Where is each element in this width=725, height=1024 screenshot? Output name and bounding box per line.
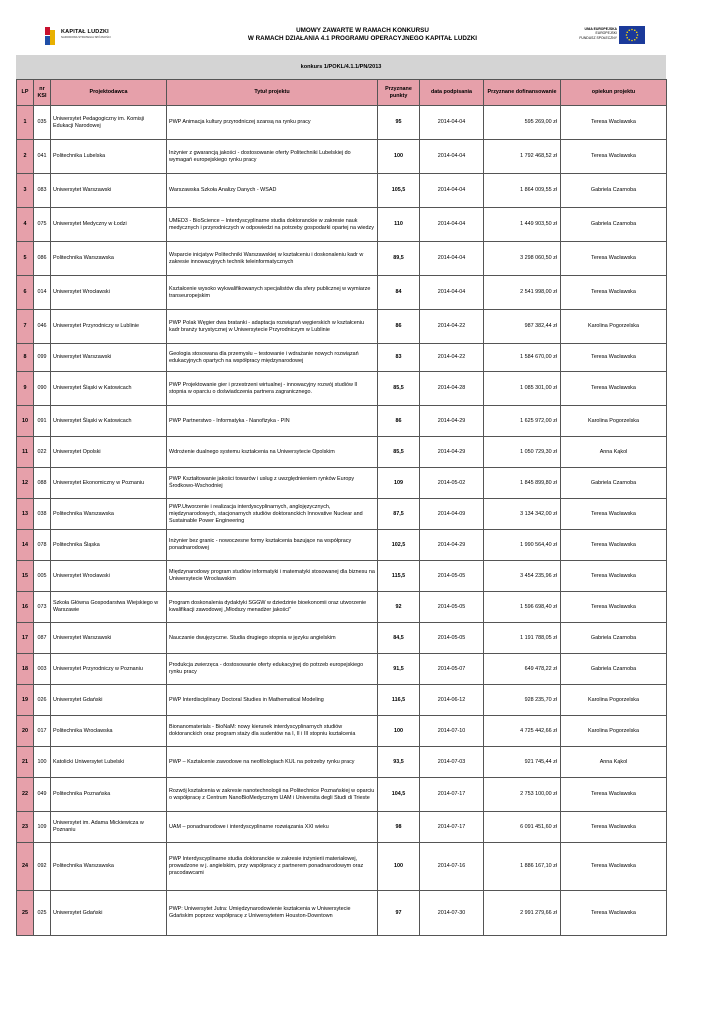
cell-tytul: Kształcenie wysoko wykwalifikowanych specjalistów dla sfery publicznej w wymiarze transeuropejskim (167, 276, 378, 310)
cell-tytul: PWP – Kształcenie zawodowe na neofilologiach KUL na potrzeby rynku pracy (167, 747, 378, 778)
page-title (150, 27, 575, 43)
cell-opiekun: Gabriela Czarnoba (561, 174, 667, 208)
col-header-tytul: Tytuł projektu (167, 80, 378, 106)
cell-kwota: 3 454 235,96 zł (484, 561, 561, 592)
cell-ksi: 049 (34, 778, 51, 812)
cell-lp: 23 (17, 812, 34, 843)
col-header-punkty: Przyznane punkty (378, 80, 420, 106)
cell-kwota: 1 584 670,00 zł (484, 344, 561, 372)
cell-ksi: 014 (34, 276, 51, 310)
cell-data: 2014-04-28 (420, 372, 484, 406)
cell-projektodawca: Uniwersytet Śląski w Katowicach (51, 406, 167, 437)
cell-kwota: 987 382,44 zł (484, 310, 561, 344)
cell-ksi: 035 (34, 106, 51, 140)
cell-punkty: 100 (378, 140, 420, 174)
cell-lp: 17 (17, 623, 34, 654)
cell-opiekun: Teresa Wacławska (561, 140, 667, 174)
cell-ksi: 078 (34, 530, 51, 561)
cell-projektodawca: Katolicki Uniwersytet Lubelski (51, 747, 167, 778)
cell-ksi: 091 (34, 406, 51, 437)
cell-data: 2014-07-03 (420, 747, 484, 778)
cell-ksi: 099 (34, 344, 51, 372)
cell-kwota: 1 449 903,50 zł (484, 208, 561, 242)
cell-punkty: 89,5 (378, 242, 420, 276)
cell-opiekun: Teresa Wacławska (561, 843, 667, 891)
cell-lp: 3 (17, 174, 34, 208)
cell-projektodawca: Uniwersytet Warszawski (51, 344, 167, 372)
cell-ksi: 005 (34, 561, 51, 592)
cell-lp: 11 (17, 437, 34, 468)
cell-data: 2014-04-29 (420, 406, 484, 437)
cell-opiekun: Teresa Wacławska (561, 812, 667, 843)
cell-data: 2014-04-04 (420, 208, 484, 242)
cell-punkty: 116,5 (378, 685, 420, 716)
cell-punkty: 100 (378, 716, 420, 747)
cell-ksi: 100 (34, 747, 51, 778)
cell-kwota: 4 725 442,66 zł (484, 716, 561, 747)
cell-lp: 13 (17, 499, 34, 530)
cell-kwota: 649 478,22 zł (484, 654, 561, 685)
cell-lp: 12 (17, 468, 34, 499)
cell-ksi: 083 (34, 174, 51, 208)
cell-data: 2014-04-22 (420, 344, 484, 372)
cell-kwota: 1 845 899,80 zł (484, 468, 561, 499)
cell-tytul: Międzynarodowy program studiów informatyki i matematyki stosowanej dla biznesu na Uniwersytecie Wrocławskim (167, 561, 378, 592)
cell-tytul: Warszawska Szkoła Analizy Danych - WSAD (167, 174, 378, 208)
cell-punkty: 104,5 (378, 778, 420, 812)
cell-tytul: PWP: Uniwersytet Jutra: Umiędzynarodowienie kształcenia w Uniwersytecie Gdańskim poprzez współpracę z Uniwersytetem Houston-Downtown (167, 891, 378, 936)
cell-projektodawca: Uniwersytet Przyrodniczy w Poznaniu (51, 654, 167, 685)
cell-opiekun: Karolina Pogorzelska (561, 310, 667, 344)
cell-lp: 6 (17, 276, 34, 310)
cell-punkty: 91,5 (378, 654, 420, 685)
cell-opiekun: Anna Kąkol (561, 747, 667, 778)
cell-kwota: 2 541 998,00 zł (484, 276, 561, 310)
table-row (17, 499, 667, 530)
cell-punkty: 83 (378, 344, 420, 372)
cell-projektodawca: Uniwersytet im. Adama Mickiewicza w Poznaniu (51, 812, 167, 843)
cell-kwota: 2 753 100,00 zł (484, 778, 561, 812)
cell-tytul: PWP Projektowanie gier i przestrzeni wirtualnej - innowacyjny rozwój studiów II stopnia w oparciu o doświadczenia partnera zagranicznego. (167, 372, 378, 406)
cell-projektodawca: Uniwersytet Wrocławski (51, 276, 167, 310)
cell-kwota: 2 991 279,66 zł (484, 891, 561, 936)
cell-punkty: 86 (378, 310, 420, 344)
cell-projektodawca: Uniwersytet Gdański (51, 891, 167, 936)
cell-kwota: 6 091 451,60 zł (484, 812, 561, 843)
cell-kwota: 1 085 301,00 zł (484, 372, 561, 406)
contracts-table (16, 79, 667, 936)
col-header-data: data podpisania (420, 80, 484, 106)
title-line-1: UMOWY ZAWARTE W RAMACH KONKURSU (296, 27, 429, 34)
cell-ksi: 090 (34, 372, 51, 406)
cell-opiekun: Teresa Wacławska (561, 242, 667, 276)
cell-data: 2014-04-29 (420, 437, 484, 468)
eu-line-2: EUROPEJSKI (595, 31, 617, 36)
cell-punkty: 115,5 (378, 561, 420, 592)
cell-projektodawca: Uniwersytet Warszawski (51, 174, 167, 208)
cell-data: 2014-04-04 (420, 106, 484, 140)
cell-opiekun: Teresa Wacławska (561, 499, 667, 530)
eu-logo (577, 26, 647, 46)
cell-opiekun: Karolina Pogorzelska (561, 406, 667, 437)
cell-ksi: 086 (34, 242, 51, 276)
cell-kwota: 1 990 564,40 zł (484, 530, 561, 561)
table-row (17, 106, 667, 140)
cell-data: 2014-06-12 (420, 685, 484, 716)
cell-lp: 16 (17, 592, 34, 623)
table-row (17, 372, 667, 406)
table-row (17, 174, 667, 208)
cell-data: 2014-04-04 (420, 140, 484, 174)
col-header-kwota: Przyznane dofinansowanie (484, 80, 561, 106)
cell-data: 2014-05-05 (420, 592, 484, 623)
cell-kwota: 928 235,70 zł (484, 685, 561, 716)
col-header-projektodawca: Projektodawca (51, 80, 167, 106)
cell-punkty: 93,5 (378, 747, 420, 778)
cell-data: 2014-04-04 (420, 242, 484, 276)
cell-opiekun: Teresa Wacławska (561, 530, 667, 561)
eu-line-1: UNIA EUROPEJSKA (584, 27, 617, 31)
cell-punkty: 98 (378, 812, 420, 843)
table-row (17, 561, 667, 592)
cell-projektodawca: Uniwersytet Warszawski (51, 623, 167, 654)
cell-kwota: 1 596 698,40 zł (484, 592, 561, 623)
cell-opiekun: Gabriela Czarnoba (561, 468, 667, 499)
cell-ksi: 038 (34, 499, 51, 530)
cell-lp: 5 (17, 242, 34, 276)
cell-lp: 15 (17, 561, 34, 592)
cell-tytul: UAM – ponadnarodowe i interdyscyplinarne rozwiązania XXI wieku (167, 812, 378, 843)
cell-punkty: 100 (378, 843, 420, 891)
col-header-ksi: nr KSI (34, 80, 51, 106)
cell-lp: 18 (17, 654, 34, 685)
cell-ksi: 041 (34, 140, 51, 174)
cell-tytul: UMED3 - BioScience – Interdyscyplinarne studia doktoranckie w zakresie nauk medycznych i przyrodniczych w odpowiedzi na potrzeby gospodarki opartej na wiedzy (167, 208, 378, 242)
eu-line-3: FUNDUSZ SPOŁECZNY (579, 35, 617, 40)
cell-lp: 4 (17, 208, 34, 242)
table-row (17, 530, 667, 561)
cell-tytul: Nauczanie dwujęzyczne. Studia drugiego stopnia w języku angielskim (167, 623, 378, 654)
cell-opiekun: Gabriela Czarnoba (561, 208, 667, 242)
cell-data: 2014-04-04 (420, 174, 484, 208)
cell-data: 2014-07-30 (420, 891, 484, 936)
cell-kwota: 1 050 729,30 zł (484, 437, 561, 468)
cell-projektodawca: Szkoła Główna Gospodarstwa Wiejskiego w Warszawie (51, 592, 167, 623)
kapital-ludzki-mark-icon (44, 26, 58, 46)
cell-ksi: 109 (34, 812, 51, 843)
cell-opiekun: Teresa Wacławska (561, 344, 667, 372)
table-header-row (17, 80, 667, 106)
cell-kwota: 1 886 167,10 zł (484, 843, 561, 891)
cell-lp: 9 (17, 372, 34, 406)
cell-lp: 19 (17, 685, 34, 716)
table-row (17, 468, 667, 499)
cell-opiekun: Teresa Wacławska (561, 561, 667, 592)
eu-logo-text (577, 27, 617, 40)
cell-tytul: Bionanomaterials - BioNaM: nowy kierunek interdyscyplinarnych studiów doktoranckich oraz program staży dla sudentów na I, II i III stopniu kształcenia (167, 716, 378, 747)
cell-opiekun: Anna Kąkol (561, 437, 667, 468)
table-row (17, 276, 667, 310)
cell-punkty: 105,5 (378, 174, 420, 208)
cell-projektodawca: Politechnika Warszawska (51, 843, 167, 891)
table-row (17, 344, 667, 372)
cell-opiekun: Teresa Wacławska (561, 592, 667, 623)
cell-kwota: 3 298 060,50 zł (484, 242, 561, 276)
cell-tytul: Inżynier bez granic - nowoczesne formy kształcenia bazujące na współpracy ponadnarodowej (167, 530, 378, 561)
cell-tytul: Inżynier z gwarancją jakości - dostosowanie oferty Politechniki Lubelskiej do wymagań europejskiego rynku pracy (167, 140, 378, 174)
cell-opiekun: Teresa Wacławska (561, 372, 667, 406)
cell-lp: 14 (17, 530, 34, 561)
cell-projektodawca: Uniwersytet Ekonomiczny w Poznaniu (51, 468, 167, 499)
cell-data: 2014-05-05 (420, 623, 484, 654)
cell-punkty: 92 (378, 592, 420, 623)
table-row (17, 406, 667, 437)
cell-projektodawca: Uniwersytet Gdański (51, 685, 167, 716)
table-row (17, 685, 667, 716)
cell-ksi: 088 (34, 468, 51, 499)
title-line-2: W RAMACH DZIAŁANIA 4.1 PROGRAMU OPERACYJNEGO KAPITAŁ LUDZKI (247, 35, 478, 42)
cell-punkty: 84 (378, 276, 420, 310)
logo-left-subtitle: NARODOWA STRATEGIA SPÓJNOŚCI (61, 35, 111, 39)
table-row (17, 778, 667, 812)
cell-projektodawca: Politechnika Lubelska (51, 140, 167, 174)
cell-ksi: 092 (34, 843, 51, 891)
table-row (17, 592, 667, 623)
cell-data: 2014-04-29 (420, 530, 484, 561)
cell-tytul: PWP.Utworzenie i realizacja interdyscyplinarnych, anglojęzycznych, międzynarodowych, stacjonarnych studiów doktoranckich Innovative Nuclear and Sustainable Power Engineering (167, 499, 378, 530)
cell-lp: 2 (17, 140, 34, 174)
cell-opiekun: Teresa Wacławska (561, 891, 667, 936)
cell-tytul: Geologia stosowana dla przemysłu – testowanie i wdrażanie nowych rozwiązań edukacyjnych opartych na współpracy międzynarodowej (167, 344, 378, 372)
cell-opiekun: Teresa Wacławska (561, 276, 667, 310)
cell-projektodawca: Politechnika Poznańska (51, 778, 167, 812)
konkurs-header: konkurs 1/POKL/4.1.1/PN/2013 (16, 55, 666, 79)
col-header-lp: LP (17, 80, 34, 106)
cell-punkty: 97 (378, 891, 420, 936)
cell-projektodawca: Uniwersytet Śląski w Katowicach (51, 372, 167, 406)
cell-opiekun: Gabriela Czarnoba (561, 623, 667, 654)
cell-punkty: 85,5 (378, 372, 420, 406)
cell-lp: 22 (17, 778, 34, 812)
cell-tytul: PWP Interdisciplinary Doctoral Studies in Mathematical Modeling (167, 685, 378, 716)
cell-kwota: 1 792 468,52 zł (484, 140, 561, 174)
cell-opiekun: Teresa Wacławska (561, 106, 667, 140)
cell-data: 2014-05-02 (420, 468, 484, 499)
cell-tytul: Rozwój kształcenia w zakresie nanotechnologii na Politechnice Poznańskiej w oparciu o współpracę z Centrum NanoBioMedycznym UAM i Universita degli Studi di Trieste (167, 778, 378, 812)
table-row (17, 812, 667, 843)
cell-tytul: PWP Kształtowanie jakości towarów i usług z uwzględnieniem rynków Europy Środkowo-Wschodniej (167, 468, 378, 499)
table-row (17, 891, 667, 936)
cell-data: 2014-04-04 (420, 276, 484, 310)
cell-ksi: 026 (34, 685, 51, 716)
cell-opiekun: Karolina Pogorzelska (561, 685, 667, 716)
cell-projektodawca: Uniwersytet Przyrodniczy w Lublinie (51, 310, 167, 344)
cell-ksi: 046 (34, 310, 51, 344)
cell-projektodawca: Politechnika Wrocławska (51, 716, 167, 747)
cell-lp: 1 (17, 106, 34, 140)
eu-flag-icon (619, 26, 645, 44)
cell-data: 2014-07-16 (420, 843, 484, 891)
cell-ksi: 025 (34, 891, 51, 936)
cell-tytul: Wsparcie inicjatyw Politechniki Warszawskiej w kształceniu i doskonaleniu kadr w zakresie innowacyjnych technik teleinformatycznych (167, 242, 378, 276)
cell-punkty: 87,5 (378, 499, 420, 530)
cell-punkty: 102,5 (378, 530, 420, 561)
cell-tytul: Wdrożenie dualnego systemu kształcenia na Uniwersytecie Opolskim (167, 437, 378, 468)
table-row (17, 310, 667, 344)
kapital-ludzki-logo (44, 26, 112, 46)
cell-lp: 20 (17, 716, 34, 747)
cell-tytul: Program doskonalenia dydaktyki SGGW w dziedzinie bioekonomii oraz utworzenie kwalifikacji zawodowej „Młodszy menadżer jakości” (167, 592, 378, 623)
cell-lp: 21 (17, 747, 34, 778)
cell-punkty: 110 (378, 208, 420, 242)
table-row (17, 140, 667, 174)
cell-punkty: 85,5 (378, 437, 420, 468)
cell-lp: 10 (17, 406, 34, 437)
cell-projektodawca: Uniwersytet Wrocławski (51, 561, 167, 592)
cell-tytul: PWP Polak Węgier dwa bratanki - adaptacja rozwiązań węgierskich w kształceniu kadr branży turystycznej w Uniwersytecie Przyrodniczym w Lublinie (167, 310, 378, 344)
cell-kwota: 1 864 009,55 zł (484, 174, 561, 208)
cell-lp: 8 (17, 344, 34, 372)
cell-ksi: 087 (34, 623, 51, 654)
cell-projektodawca: Uniwersytet Medyczny w Łodzi (51, 208, 167, 242)
cell-punkty: 95 (378, 106, 420, 140)
cell-data: 2014-07-17 (420, 778, 484, 812)
cell-ksi: 003 (34, 654, 51, 685)
cell-kwota: 595 269,00 zł (484, 106, 561, 140)
cell-tytul: PWP Animacja kultury przyrodniczej szansą na rynku pracy (167, 106, 378, 140)
cell-data: 2014-07-17 (420, 812, 484, 843)
cell-tytul: PWP Interdyscyplinarne studia doktoranckie w zakresie inżynierii materiałowej, prowadzone w j. angielskim, przy współpracy z partnerem ponadnarodowym oraz pracodawcami (167, 843, 378, 891)
cell-kwota: 1 625 972,00 zł (484, 406, 561, 437)
cell-data: 2014-05-05 (420, 561, 484, 592)
col-header-opiekun: opiekun projektu (561, 80, 667, 106)
cell-tytul: PWP Partnerstwo - Informatyka - Nanofizyka - PIN (167, 406, 378, 437)
cell-ksi: 075 (34, 208, 51, 242)
cell-punkty: 84,5 (378, 623, 420, 654)
logo-left-name: KAPITAŁ LUDZKI (61, 29, 109, 35)
table-row (17, 242, 667, 276)
cell-opiekun: Teresa Wacławska (561, 778, 667, 812)
cell-data: 2014-07-10 (420, 716, 484, 747)
cell-opiekun: Karolina Pogorzelska (561, 716, 667, 747)
table-row (17, 747, 667, 778)
cell-punkty: 86 (378, 406, 420, 437)
table-row (17, 437, 667, 468)
table-row (17, 716, 667, 747)
table-row (17, 843, 667, 891)
cell-projektodawca: Politechnika Warszawska (51, 499, 167, 530)
cell-ksi: 017 (34, 716, 51, 747)
cell-projektodawca: Politechnika Śląska (51, 530, 167, 561)
cell-kwota: 1 191 788,05 zł (484, 623, 561, 654)
cell-punkty: 109 (378, 468, 420, 499)
cell-projektodawca: Uniwersytet Pedagogiczny im. Komisji Edukacji Narodowej (51, 106, 167, 140)
cell-ksi: 022 (34, 437, 51, 468)
cell-kwota: 921 745,44 zł (484, 747, 561, 778)
cell-projektodawca: Uniwersytet Opolski (51, 437, 167, 468)
cell-ksi: 073 (34, 592, 51, 623)
cell-tytul: Produkcja zwierzęca - dostosowanie oferty edukacyjnej do potrzeb europejskiego rynku pracy (167, 654, 378, 685)
table-row (17, 623, 667, 654)
table-row (17, 654, 667, 685)
cell-projektodawca: Politechnika Warszawska (51, 242, 167, 276)
table-row (17, 208, 667, 242)
cell-lp: 25 (17, 891, 34, 936)
cell-data: 2014-04-22 (420, 310, 484, 344)
cell-data: 2014-05-07 (420, 654, 484, 685)
cell-opiekun: Gabriela Czarnoba (561, 654, 667, 685)
cell-data: 2014-04-09 (420, 499, 484, 530)
cell-kwota: 3 134 342,00 zł (484, 499, 561, 530)
cell-lp: 24 (17, 843, 34, 891)
cell-lp: 7 (17, 310, 34, 344)
